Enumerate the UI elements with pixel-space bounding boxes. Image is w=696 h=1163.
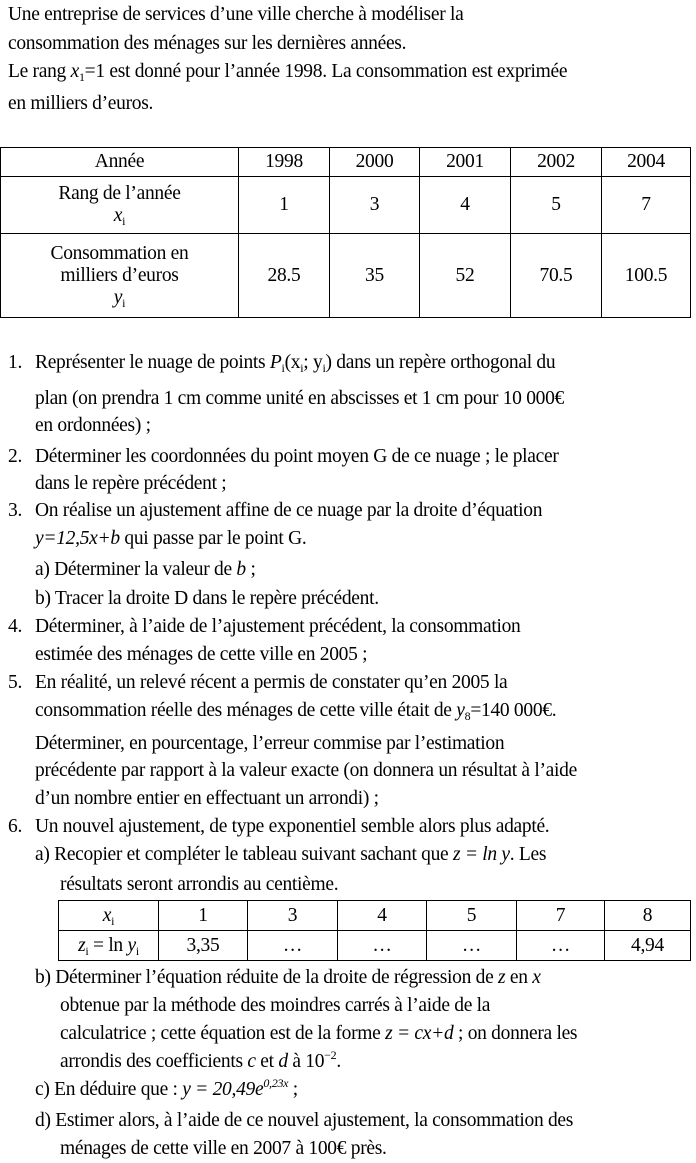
table-cell: 7: [602, 177, 691, 234]
table-row-x: [59, 901, 691, 931]
question-number: 1.: [8, 352, 23, 373]
math-var: z: [78, 934, 86, 956]
q5-line-4: précédente par rapport à la valeur exacte (on donnera un résultat à l’aide: [35, 760, 577, 781]
q1-line-2: plan (on prendra 1 cm comme unité en abscisses et 1 cm pour 10 000€: [35, 388, 565, 409]
table-cell: 35: [330, 234, 420, 318]
question-number: 4.: [8, 616, 23, 637]
table-cell: 4: [420, 177, 511, 234]
ln-table: [58, 900, 691, 961]
text: .: [336, 1051, 341, 1072]
intro-line-4: en milliers d’euros.: [8, 93, 154, 114]
q3-line-1: On réalise un ajustement affine de ce nuage par la droite d’équation: [35, 500, 543, 521]
text: calculatrice ; cette équation est de la forme: [60, 1023, 386, 1044]
math-paren: ): [325, 352, 332, 373]
row-header: Année: [1, 148, 239, 177]
math-exponent: 0,23x: [263, 1076, 289, 1090]
table-cell: 4,94: [605, 931, 691, 961]
math-equation: z = cx+d: [385, 1023, 454, 1044]
table-cell: 5: [427, 901, 517, 931]
intro-line-3: [8, 60, 567, 84]
table-cell: 3: [330, 177, 420, 234]
text: dans un repère orthogonal du: [331, 352, 556, 373]
table-row-ranks: [1, 177, 691, 234]
table-cell: 52: [420, 234, 511, 318]
q6-b-line-1: [35, 966, 541, 990]
q6-b-line-4: [60, 1050, 341, 1074]
q2-line-2: dans le repère précédent ;: [35, 473, 227, 494]
table-cell: 100.5: [602, 234, 691, 318]
math-sub: i: [122, 295, 126, 310]
intro-text: Le rang: [8, 61, 71, 82]
q6-c: [35, 1078, 298, 1102]
q5-line-1: En réalité, un relevé récent a permis de constater qu’en 2005 la: [35, 672, 508, 693]
question-number: 2.: [8, 446, 23, 467]
table-cell: 8: [605, 901, 691, 931]
text: en: [505, 967, 533, 988]
text: consommation réelle des ménages de cette ville était de: [35, 700, 457, 721]
row-header: [1, 234, 239, 318]
table-cell: 2001: [420, 148, 511, 177]
q5-line-2: [35, 699, 556, 723]
table-cell: 1: [239, 177, 330, 234]
math-var: d: [278, 1051, 288, 1072]
q3-a: [35, 558, 256, 582]
intro-text: est donné pour l’année 1998. La consommation est exprimée: [104, 61, 568, 82]
math-eq: = ln: [88, 934, 128, 956]
consumption-table: [0, 147, 691, 318]
q1-line-3: en ordonnées) ;: [35, 415, 151, 436]
row-header-label: milliers d’euros: [60, 264, 179, 286]
q6-b-line-2: obtenue par la méthode des moindres carrés à l’aide de la: [60, 995, 491, 1016]
math-sub: 8: [464, 709, 471, 723]
text: Représenter le nuage de points: [35, 352, 270, 373]
text: c) En déduire que :: [35, 1079, 183, 1100]
row-header: [59, 901, 159, 931]
math-sub: i: [135, 943, 139, 958]
math-exponent: −2: [324, 1048, 337, 1062]
math-sub: i: [281, 361, 285, 375]
math-var: x: [70, 61, 79, 82]
text: qui passe par le point G.: [119, 528, 307, 549]
table-cell: 1: [159, 901, 248, 931]
text: a) Déterminer la valeur de: [35, 559, 237, 580]
table-cell: 1998: [239, 148, 330, 177]
text: arrondis des coefficients: [60, 1051, 248, 1072]
math-var: z: [498, 967, 506, 988]
math-paren: (x: [284, 352, 301, 373]
table-cell: 28.5: [239, 234, 330, 318]
math-sub: i: [85, 943, 89, 958]
question-number: 5.: [8, 672, 23, 693]
intro-line-1: Une entreprise de services d’une ville cherche à modéliser la: [8, 4, 464, 25]
row-header-label: Consommation en: [50, 242, 189, 264]
math-equation: z = ln y: [452, 844, 510, 865]
q6-d-line-2: ménages de cette ville en 2007 à 100€ près.: [60, 1138, 387, 1159]
text: . Les: [509, 844, 547, 865]
math-eq: =1: [84, 61, 105, 82]
q3-line-2: [35, 527, 306, 551]
q4-line-2: estimée des ménages de cette ville en 2005 ;: [35, 644, 368, 665]
text: et: [255, 1051, 279, 1072]
math-var: c: [247, 1051, 256, 1072]
row-header: [1, 177, 239, 234]
q5-line-5: d’un nombre entier en effectuant un arrondi) ;: [35, 788, 379, 809]
text: à 10: [287, 1051, 325, 1072]
question-number: 3.: [8, 500, 23, 521]
table-cell: 3,35: [159, 931, 248, 961]
math-var: x: [113, 205, 123, 226]
math-sub: 1: [78, 70, 85, 84]
math-var: y: [127, 934, 136, 956]
table-cell: …: [338, 931, 427, 961]
q6-d-line-1: d) Estimer alors, à l’aide de ce nouvel ajustement, la consommation des: [35, 1110, 574, 1131]
math-sub: i: [322, 361, 326, 375]
q1-line-1: [35, 351, 555, 375]
math-var: b: [236, 559, 246, 580]
q6-line-1: Un nouvel ajustement, de type exponentiel semble alors plus adapté.: [35, 816, 550, 837]
table-row-years: [1, 148, 691, 177]
table-row-z: [59, 931, 691, 961]
math-sub: i: [122, 214, 126, 228]
table-cell: 7: [517, 901, 605, 931]
intro-line-2: consommation des ménages sur les dernières années.: [8, 33, 407, 54]
text: ;: [245, 559, 256, 580]
table-cell: …: [517, 931, 605, 961]
math-var: y: [113, 286, 123, 308]
math-var: x: [532, 967, 541, 988]
math-sep: ; y: [303, 352, 323, 373]
table-cell: …: [427, 931, 517, 961]
table-cell: 3: [248, 901, 338, 931]
q3-b: b) Tracer la droite D dans le repère précédent.: [35, 588, 379, 609]
table-row-consumption: [1, 234, 691, 318]
math-var: P: [269, 352, 282, 373]
table-cell: 4: [338, 901, 427, 931]
table-cell: 2002: [511, 148, 602, 177]
q6-a-line-1: [35, 843, 546, 867]
row-header-label: Rang de l’année: [58, 183, 181, 204]
math-var: x: [102, 904, 112, 926]
text: a) Recopier et compléter le tableau suivant sachant que: [35, 844, 453, 865]
table-cell: 5: [511, 177, 602, 234]
math-equation: y=12,5x+b: [35, 528, 120, 549]
q4-line-1: Déterminer, à l’aide de l’ajustement précédent, la consommation: [35, 616, 521, 637]
math-equation: y = 20,49e: [182, 1079, 264, 1100]
math-coords: [285, 352, 332, 373]
q6-a-line-2: résultats seront arrondis au centième.: [60, 874, 339, 895]
question-number: 6.: [8, 816, 23, 837]
math-sub: i: [300, 361, 304, 375]
table-cell: 2000: [330, 148, 420, 177]
math-var: y: [456, 700, 465, 721]
text: ;: [288, 1079, 298, 1100]
table-cell: 70.5: [511, 234, 602, 318]
table-cell: …: [248, 931, 338, 961]
row-header: [59, 931, 159, 961]
q2-line-1: Déterminer les coordonnées du point moyen G de ce nuage ; le placer: [35, 446, 559, 467]
text: ; on donnera les: [453, 1023, 578, 1044]
text: b) Déterminer l’équation réduite de la droite de régression de: [35, 967, 498, 988]
math-sub: i: [111, 913, 115, 928]
text: =140 000€.: [470, 700, 557, 721]
q6-b-line-3: [60, 1022, 577, 1046]
table-cell: 2004: [602, 148, 691, 177]
q5-line-3: Déterminer, en pourcentage, l’erreur commise par l’estimation: [35, 733, 505, 754]
